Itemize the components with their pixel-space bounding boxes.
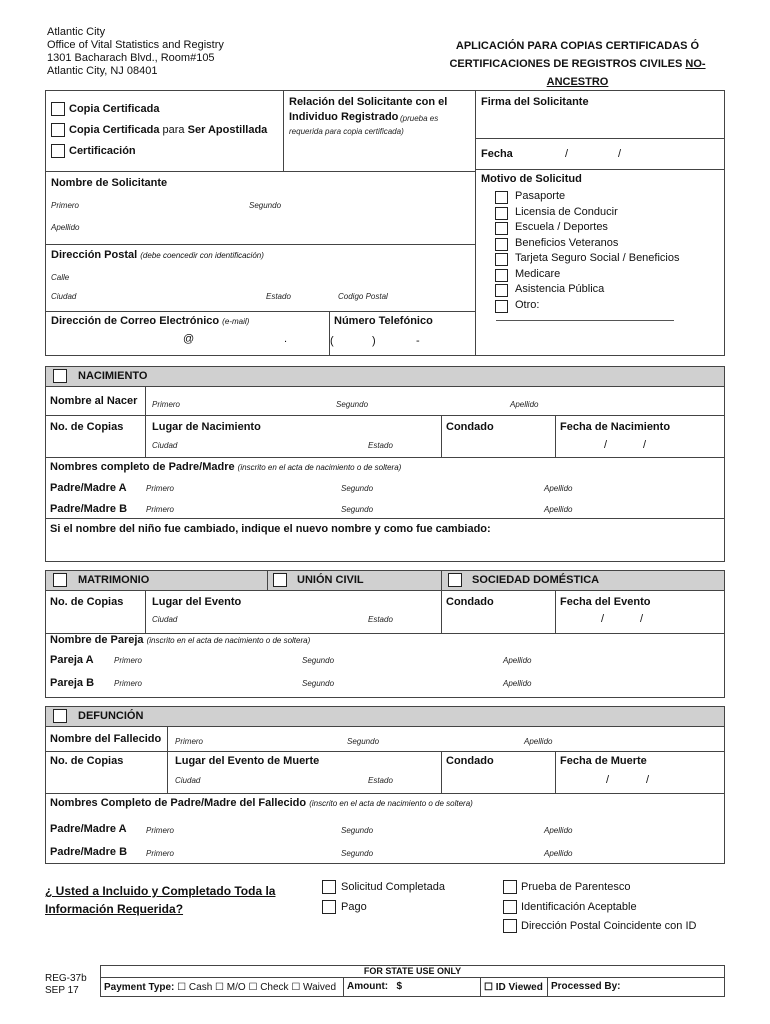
- estado-hint: Estado: [368, 776, 393, 785]
- nombre-nacer-label: Nombre al Nacer: [50, 395, 138, 407]
- direccion-coincidente-checkbox[interactable]: [503, 919, 517, 933]
- defuncion-header: [45, 706, 725, 727]
- primero-hint: Primero: [114, 679, 143, 688]
- pareja-a-label: Pareja A: [50, 654, 94, 666]
- motivo-checkbox[interactable]: [495, 191, 508, 204]
- matrimonio-checkbox[interactable]: [53, 573, 67, 587]
- padres-label: [50, 461, 401, 473]
- primero-hint: Primero: [146, 826, 175, 835]
- apellido-hint: Apellido: [544, 484, 573, 493]
- ciudad-hint: Ciudad: [152, 615, 178, 624]
- motivo-checkbox[interactable]: [495, 207, 508, 220]
- ciudad-hint: Ciudad: [175, 776, 201, 785]
- apostillada-checkbox[interactable]: [51, 123, 65, 137]
- fecha-evento-label: Fecha del Evento: [560, 596, 651, 608]
- amount-label: [347, 981, 402, 992]
- apellido-hint: Apellido: [503, 679, 532, 688]
- address-line: Office of Vital Statistics and Registry: [47, 39, 224, 51]
- padres-text: Nombres Completo de Padre/Madre del Fallecido: [50, 797, 307, 809]
- apellido-hint: Apellido: [544, 505, 573, 514]
- payment-type-label: [104, 982, 336, 993]
- nombre-fallecido-label: Nombre del Fallecido: [50, 733, 162, 745]
- copias-label: No. de Copias: [50, 421, 124, 433]
- fecha-label: Fecha: [481, 148, 513, 160]
- motivo-checkbox[interactable]: [495, 300, 508, 313]
- payment-text: Payment Type:: [104, 982, 175, 993]
- relacion-label: Relación del Solicitante con el: [289, 96, 448, 108]
- segundo-hint: Segundo: [347, 737, 380, 746]
- dollar-sign: $: [396, 981, 403, 992]
- padre-a-label: Padre/Madre A: [50, 823, 127, 835]
- motivo-item-label: Tarjeta Seguro Social / Beneficios: [515, 252, 680, 264]
- padres-note: (inscrito en el acta de nacimiento o de soltera): [237, 463, 402, 472]
- segundo-hint: Segundo: [341, 849, 374, 858]
- motivo-checkbox[interactable]: [495, 269, 508, 282]
- motivo-item-label: Escuela / Deportes: [515, 221, 608, 233]
- identificacion-label: Identificación Aceptable: [521, 901, 637, 913]
- sociedad-domestica-checkbox[interactable]: [448, 573, 462, 587]
- cambio-nombre-label: Si el nombre del niño fue cambiado, indique el nuevo nombre y como fue cambiado:: [50, 523, 491, 535]
- condado-label: Condado: [446, 421, 494, 433]
- date-separator: /: [646, 774, 650, 786]
- apostillada-text: Copia Certificada: [69, 124, 160, 136]
- defuncion-section: [45, 706, 725, 864]
- copias-label: No. de Copias: [50, 755, 124, 767]
- pareja-text: Nombre de Pareja: [50, 634, 144, 646]
- motivo-item-label: Otro:: [515, 298, 540, 311]
- condado-label: Condado: [446, 755, 494, 767]
- matrimonio-title: MATRIMONIO: [78, 574, 150, 586]
- primero-hint: Primero: [152, 400, 181, 409]
- motivo-checkbox[interactable]: [495, 253, 508, 266]
- pareja-b-label: Pareja B: [50, 677, 95, 689]
- primero-hint: Primero: [146, 505, 175, 514]
- motivo-checkbox[interactable]: [495, 284, 508, 297]
- otro-line: [496, 320, 674, 321]
- email-text: Dirección de Correo Electrónico: [51, 315, 220, 327]
- condado-label: Condado: [446, 596, 494, 608]
- address-line: Atlantic City: [47, 26, 106, 38]
- nacimiento-checkbox[interactable]: [53, 369, 67, 383]
- lugar-muerte-label: Lugar del Evento de Muerte: [175, 755, 320, 767]
- apostillada-para: para: [159, 124, 188, 136]
- processed-by-label: Processed By:: [551, 981, 621, 992]
- id-viewed-label[interactable]: ☐ ID Viewed: [484, 982, 543, 993]
- lugar-evento-label: Lugar del Evento: [152, 596, 242, 608]
- title-line-1: APLICACIÓN PARA COPIAS CERTIFICADAS Ó: [455, 40, 700, 52]
- apostillada-label: [69, 124, 267, 136]
- primero-hint: Primero: [175, 737, 204, 746]
- copias-label: No. de Copias: [50, 596, 124, 608]
- apellido-hint: Apellido: [524, 737, 553, 746]
- segundo-hint: Segundo: [341, 484, 374, 493]
- apostillada-text-2: Ser Apostillada: [187, 124, 268, 136]
- motivo-item-label: Beneficios Veteranos: [515, 236, 619, 249]
- pareja-label: [50, 634, 310, 646]
- certificacion-label: Certificación: [69, 145, 136, 157]
- direccion-note: (debe coencedir con identificación): [140, 251, 264, 260]
- direccion-text: Dirección Postal: [51, 249, 138, 261]
- segundo-hint: Segundo: [302, 679, 335, 688]
- union-civil-checkbox[interactable]: [273, 573, 287, 587]
- apellido-hint: Apellido: [544, 826, 573, 835]
- apellido-hint: Apellido: [510, 400, 539, 409]
- primero-hint: Primero: [51, 201, 80, 210]
- fecha-nacimiento-label: Fecha de Nacimiento: [560, 421, 671, 433]
- date-separator: /: [618, 148, 622, 160]
- calle-hint: Calle: [51, 273, 70, 282]
- padre-b-label: Padre/Madre B: [50, 846, 128, 858]
- relacion-label-2: Individuo Registrado: [289, 111, 399, 123]
- pago-label: Pago: [341, 901, 367, 913]
- apellido-hint: Apellido: [544, 849, 573, 858]
- padres-text: Nombres completo de Padre/Madre: [50, 461, 235, 473]
- estado-hint: Estado: [368, 441, 393, 450]
- padres-note: (inscrito en el acta de nacimiento o de soltera): [309, 799, 473, 808]
- phone-dash: -: [416, 335, 420, 347]
- email-note: (e-mail): [222, 317, 250, 326]
- date-separator: /: [640, 613, 644, 625]
- motivo-item-label: Pasaporte: [515, 190, 566, 202]
- direccion-label: [51, 249, 264, 261]
- apellido-hint: Apellido: [503, 656, 532, 665]
- segundo-hint: Segundo: [341, 826, 374, 835]
- date-separator: /: [601, 613, 605, 625]
- motivo-item-label: Licensia de Conducir: [515, 205, 618, 218]
- prueba-parentesco-label: Prueba de Parentesco: [521, 881, 631, 893]
- address-line: 1301 Bacharach Blvd., Room#105: [47, 52, 215, 64]
- padres-fallecido-label: [50, 797, 473, 809]
- relacion-note-2: requerida para copia certificada): [289, 127, 404, 136]
- nacimiento-title: NACIMIENTO: [78, 370, 148, 382]
- amount-text: Amount:: [347, 981, 389, 992]
- email-dot: .: [284, 333, 288, 345]
- ciudad-hint: Ciudad: [51, 292, 77, 301]
- question-line: ¿ Usted a Incluido y Completado Toda la: [45, 884, 276, 898]
- segundo-hint: Segundo: [302, 656, 335, 665]
- ciudad-hint: Ciudad: [152, 441, 178, 450]
- estado-hint: Estado: [266, 292, 291, 301]
- form-date: SEP 17: [45, 985, 79, 996]
- telefono-label: Número Telefónico: [334, 315, 433, 327]
- segundo-hint: Segundo: [249, 201, 282, 210]
- firma-label: Firma del Solicitante: [481, 96, 589, 108]
- form-id: REG-37b: [45, 973, 87, 984]
- form-title: [420, 37, 735, 91]
- pago-checkbox[interactable]: [322, 900, 336, 914]
- primero-hint: Primero: [114, 656, 143, 665]
- motivo-checkbox[interactable]: [495, 222, 508, 235]
- certificacion-checkbox[interactable]: [51, 144, 65, 158]
- date-separator: /: [643, 439, 647, 451]
- direccion-coincidente-label: Dirección Postal Coincidente con ID: [521, 920, 697, 932]
- motivo-item-label: Asistencia Pública: [515, 283, 605, 295]
- office-address: [47, 26, 224, 78]
- prueba-parentesco-checkbox[interactable]: [503, 880, 517, 894]
- email-label: [51, 315, 249, 327]
- address-line: Atlantic City, NJ 08401: [47, 65, 158, 77]
- phone-paren: (: [330, 335, 334, 347]
- phone-paren: ): [372, 335, 376, 347]
- motivo-checkbox[interactable]: [495, 238, 508, 251]
- nombre-solicitante-label: Nombre de Solicitante: [51, 177, 168, 189]
- defuncion-checkbox[interactable]: [53, 709, 67, 723]
- question-line: Información Requerida?: [45, 902, 184, 916]
- copia-certificada-checkbox[interactable]: [51, 102, 65, 116]
- checklist-question: [45, 882, 275, 918]
- segundo-hint: Segundo: [336, 400, 369, 409]
- padre-b-label: Padre/Madre B: [50, 503, 128, 515]
- sociedad-domestica-title: SOCIEDAD DOMÉSTICA: [472, 574, 600, 586]
- solicitud-completada-checkbox[interactable]: [322, 880, 336, 894]
- date-separator: /: [604, 439, 608, 451]
- primero-hint: Primero: [146, 484, 175, 493]
- pareja-note: (inscrito en el acta de nacimiento o de soltera): [146, 636, 311, 645]
- copia-certificada-label: Copia Certificada: [69, 103, 160, 115]
- date-separator: /: [606, 774, 610, 786]
- motivo-item-label: Medicare: [515, 267, 561, 280]
- state-use-label: FOR STATE USE ONLY: [363, 966, 462, 976]
- lugar-nacimiento-label: Lugar de Nacimiento: [152, 421, 261, 433]
- payment-options[interactable]: ☐ Cash ☐ M/O ☐ Check ☐ Waived: [177, 982, 337, 993]
- title-line-2: [420, 55, 735, 91]
- defuncion-title: DEFUNCIÓN: [78, 710, 144, 722]
- title-underlined: NO-ANCESTRO: [546, 58, 706, 88]
- email-at: @: [183, 333, 195, 345]
- solicitud-completada-label: Solicitud Completada: [341, 881, 445, 893]
- title-text: CERTIFICACIONES DE REGISTROS CIVILES: [449, 58, 686, 70]
- estado-hint: Estado: [368, 615, 393, 624]
- codigo-postal-hint: Codigo Postal: [338, 292, 388, 301]
- union-civil-title: UNIÓN CIVIL: [297, 574, 364, 586]
- apellido-hint: Apellido: [51, 223, 80, 232]
- primero-hint: Primero: [146, 849, 175, 858]
- relacion-note: (prueba es: [400, 114, 439, 123]
- padre-a-label: Padre/Madre A: [50, 482, 127, 494]
- motivo-label: Motivo de Solicitud: [481, 173, 582, 185]
- fecha-muerte-label: Fecha de Muerte: [560, 755, 647, 767]
- date-separator: /: [565, 148, 569, 160]
- identificacion-checkbox[interactable]: [503, 900, 517, 914]
- segundo-hint: Segundo: [341, 505, 374, 514]
